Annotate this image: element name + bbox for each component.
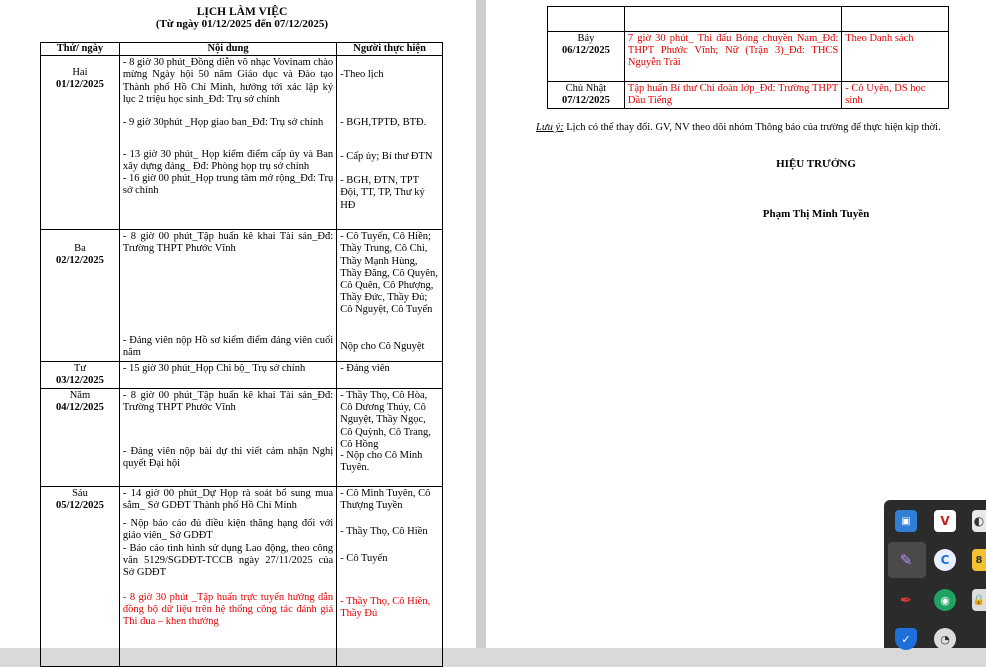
v-app-icon[interactable]: V: [934, 510, 956, 532]
day-cell: [548, 32, 625, 82]
content-item: - 8 giờ 30 phút _Tập huấn trực tuyến hướng dẫn đồng bộ dữ liệu trên hệ thống công tác đánh giá Thi đua – khen thưởng: [122, 592, 334, 628]
content-item: - 14 giờ 00 phút_Dự Họp rà soát bổ sung mua sắm_ Sở GDĐT Thành phố Hồ Chí Minh: [122, 488, 334, 512]
pen-icon[interactable]: ✎: [899, 551, 913, 569]
person-cell: [337, 389, 443, 487]
monitor-icon[interactable]: ▣: [895, 510, 917, 532]
person-cell: Theo Danh sách: [842, 32, 949, 82]
person-item: - Cô Minh Tuyên, Cô Thượng Tuyền: [340, 488, 431, 512]
red-pen-icon[interactable]: ✒: [899, 591, 913, 609]
note-text: Lịch có thể thay đổi. GV, NV theo dõi nhóm Thông báo của trường để thực hiện kịp thời.: [563, 122, 941, 133]
content-item: - 8 giờ 00 phút_Tập huấn kê khai Tài sản_Đđ: Trường THPT Phước Vĩnh: [122, 390, 334, 414]
day-name: Năm: [69, 390, 91, 402]
header-day: Thứ/ ngày: [41, 43, 120, 56]
content-item: - Nộp báo cáo đủ điều kiện thăng hạng đối với giáo viên_ Sở GDĐT: [122, 518, 334, 542]
content-item: - Đảng viên nộp bài dự thi viết cảm nhận Nghị quyết Đại hội: [122, 446, 334, 470]
day-cell: [41, 361, 120, 388]
person-item: - Cấp ủy; Bí thư ĐTN: [340, 151, 433, 163]
day-date: 02/12/2025: [56, 255, 104, 267]
content-cell: [119, 487, 336, 667]
table-row: [41, 361, 443, 388]
person-cell: [337, 487, 443, 667]
person-item: - BGH,TPTĐ, BTĐ.: [340, 117, 427, 129]
content-item: - 8 giờ 30 phút_Đồng diễn võ nhạc Vovinam chào mừng Ngày hội 50 năm Giáo dục và Đào tạo Thành phố Hồ Chí Minh, hướng tới xác lập kỷ lục 2 triệu học sinh_Đđ: Trụ sở chính: [122, 57, 334, 105]
table-row: [41, 56, 443, 230]
person-item: -Theo lịch: [340, 69, 384, 81]
day-name: Tư: [73, 362, 86, 374]
table-row: [548, 82, 949, 109]
person-cell: [337, 230, 443, 361]
content-cell: [119, 56, 336, 230]
content-item: - 9 giờ 30phút _Họp giao ban_Đđ: Trụ sở chính: [122, 117, 324, 129]
table-header-row: [41, 43, 443, 56]
day-name: Sáu: [72, 488, 88, 500]
content-item: - 13 giờ 30 phút_ Họp kiểm điểm cấp ủy và Ban xây dựng đảng_ Đđ: Phòng họp trụ sở chính: [122, 149, 334, 173]
content-item: - 8 giờ 00 phút_Tập huấn kê khai Tài sản_Đđ: Trường THPT Phước Vĩnh: [122, 231, 334, 255]
day-cell: [548, 82, 625, 109]
day-cell: [41, 230, 120, 361]
folder-icon[interactable]: 8: [972, 549, 986, 571]
person-item: - Đảng viên: [340, 362, 390, 374]
page-gap: [476, 0, 486, 648]
person-item: - Nộp cho Cô Minh Tuyên.: [340, 450, 423, 474]
day-date: 03/12/2025: [56, 374, 104, 386]
person-cell: [337, 56, 443, 230]
day-name: Ba: [74, 243, 86, 255]
shield-half-icon[interactable]: ◐: [972, 510, 986, 532]
person-item: - Thầy Thọ, Cô Hiền, Thầy Đủ: [340, 596, 431, 620]
content-item: - 15 giờ 30 phút_Họp Chi bộ_ Trụ sở chính: [122, 362, 306, 374]
schedule-title: LỊCH LÀM VIỆC: [196, 6, 288, 18]
edge-icon[interactable]: ◉: [934, 589, 956, 611]
person-item: - Cô Tuyến, Cô Hiền; Thầy Trung, Cô Chi, Thầy Mạnh Hùng, Thầy Đăng, Cô Quyên, Cô Quên, Cô Phượng, Thầy Đức, Thầy Đủ; Cô Nguyệt, Cô Tuyến: [340, 231, 438, 316]
person-cell: [337, 361, 443, 388]
content-cell: Tập huấn Bí thư Chi đoàn lớp_Đđ: Trường THPT Dầu Tiếng: [624, 82, 841, 109]
person-item: - Thầy Thọ, Cô Hiền: [340, 526, 428, 538]
signer-name: Phạm Thị Minh Tuyền: [762, 208, 870, 220]
document-page-left: [0, 0, 476, 648]
table-row-empty: [548, 7, 949, 32]
person-item: - Cô Tuyến: [340, 553, 388, 565]
content-item: - Báo cáo tình hình sử dụng Lao động, theo công văn 5129/SGDĐT-TCCB ngày 27/11/2025 của Sở GDĐT: [122, 543, 334, 579]
day-name: Hai: [72, 67, 88, 79]
day-date: 06/12/2025: [562, 45, 610, 56]
day-date: 04/12/2025: [56, 402, 104, 414]
day-name: Bảy: [577, 33, 595, 44]
day-date: 05/12/2025: [56, 500, 104, 512]
content-cell: 7 giờ 30 phút_ Thi đấu Bóng chuyền Nam_Đđ: THPT Phước Vĩnh; Nữ (Trận 3)_Đđ: THCS Nguyễn Trãi: [624, 32, 841, 82]
header-person: Người thực hiện: [337, 43, 443, 56]
principal-title: HIỆU TRƯỞNG: [776, 158, 856, 170]
day-date: 07/12/2025: [562, 95, 610, 106]
day-name: Chủ Nhật: [565, 83, 607, 94]
content-cell: [119, 230, 336, 361]
day-cell: [41, 487, 120, 667]
content-cell: [119, 361, 336, 388]
person-cell: - Cô Uyên, DS học sinh: [842, 82, 949, 109]
refresh-c-icon[interactable]: C: [934, 549, 956, 571]
person-item: Nộp cho Cô Nguyệt: [340, 341, 425, 353]
day-date: 01/12/2025: [56, 79, 104, 91]
gauge-icon[interactable]: ◔: [934, 628, 956, 650]
content-cell: [119, 389, 336, 487]
table-row: [41, 389, 443, 487]
content-item: - Đảng viên nộp Hồ sơ kiểm điểm đảng viên cuối năm: [122, 335, 334, 359]
schedule-table-continued: [547, 6, 949, 109]
tray-overflow-panel: [884, 500, 986, 648]
table-row: [548, 32, 949, 82]
schedule-table: [40, 42, 443, 667]
table-row: [41, 230, 443, 361]
content-item: - 16 giờ 00 phút_Họp trung tâm mở rộng_Đđ: Trụ sở chính: [122, 173, 334, 197]
person-item: - BGH, ĐTN, TPT Đội, TT, TP, Thư ký HĐ: [340, 175, 425, 211]
table-row: [41, 487, 443, 667]
schedule-subtitle: (Từ ngày 01/12/2025 đến 07/12/2025): [155, 18, 329, 30]
header-content: Nội dung: [119, 43, 336, 56]
note: [536, 121, 946, 134]
defender-icon[interactable]: ✓: [895, 628, 917, 650]
day-cell: [41, 56, 120, 230]
person-item: - Thầy Thọ, Cô Hòa, Cô Dương Thúy, Cô Nguyệt, Thầy Ngọc, Cô Quỳnh, Cô Trang, Cô Hồng: [340, 390, 431, 450]
day-cell: [41, 389, 120, 487]
note-label: Lưu ý:: [536, 122, 564, 133]
lock-icon[interactable]: 🔒: [972, 589, 986, 611]
